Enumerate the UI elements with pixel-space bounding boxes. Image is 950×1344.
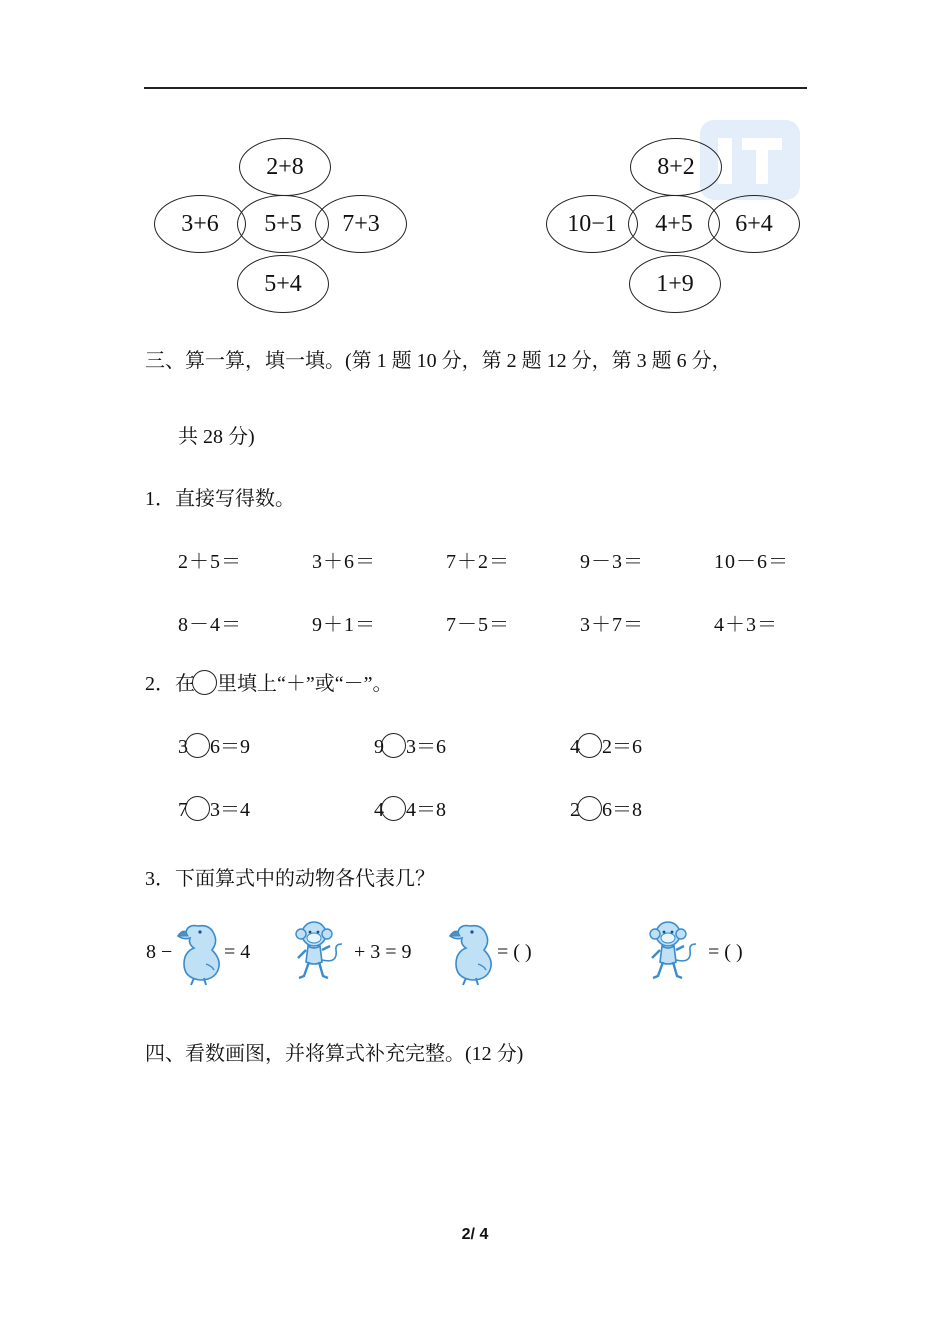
oval-left-bottom: 5+4 [237,255,329,313]
q2-item-2 [374,730,446,759]
answer-circle[interactable] [185,733,210,758]
q2-item-5 [374,793,446,822]
oval-left-center: 5+5 [237,195,329,253]
q1-r1-c4: 9－3＝ [580,551,644,573]
section3-heading-line2: 共 28 分) [178,426,255,448]
q3-eq1-prefix: 8 − [146,941,173,963]
q1-r2-c3: 7－5＝ [446,614,510,636]
q2-item-5-rest: 4＝8 [406,799,446,821]
oval-right-right: 6+4 [708,195,800,253]
q2-item-1 [178,730,250,759]
q3-eq3-suffix: = ( ) [497,941,532,963]
oval-left-left: 3+6 [154,195,246,253]
answer-circle[interactable] [381,796,406,821]
q2-item-2-a: 9 [374,736,384,758]
q1-r2-c4: 3＋7＝ [580,614,644,636]
answer-circle[interactable] [381,733,406,758]
q2-item-6-a: 2 [570,799,580,821]
q2-item-4-rest: 3＝4 [210,799,250,821]
q3-title: 3．下面算式中的动物各代表几？ [145,868,435,890]
q1-r2-c2: 9＋1＝ [312,614,376,636]
oval-right-top: 8+2 [630,138,722,196]
q1-r1-c3: 7＋2＝ [446,551,510,573]
q1-r1-c5: 10－6＝ [714,551,789,573]
q2-title-prefix: 2．在 [145,673,195,695]
q2-item-6 [570,793,642,822]
q2-item-2-rest: 3＝6 [406,736,446,758]
q2-item-1-rest: 6＝9 [210,736,250,758]
section4-heading: 四、看数画图，并将算式补充完整。(12 分) [145,1043,524,1065]
q2-item-3 [570,730,642,759]
duck-icon [448,920,498,986]
answer-circle[interactable] [577,796,602,821]
section3-heading-line1: 三、算一算，填一填。(第 1 题 10 分，第 2 题 12 分，第 3 题 6 分， [145,350,732,372]
q2-item-6-rest: 6＝8 [602,799,642,821]
q3-eq1-suffix: = 4 [224,941,251,963]
q3-eq4-suffix: = ( ) [708,941,743,963]
oval-right-center: 4+5 [628,195,720,253]
q1-r2-c5: 4＋3＝ [714,614,778,636]
oval-left-top: 2+8 [239,138,331,196]
q3-eq2-suffix: + 3 = 9 [354,941,412,963]
q2-item-5-a: 4 [374,799,384,821]
q2-item-3-rest: 2＝6 [602,736,642,758]
q2-title [145,667,393,696]
q2-title-suffix: 里填上“＋”或“－”。 [217,673,393,695]
q2-item-4 [178,793,250,822]
monkey-icon [292,918,352,988]
monkey-icon [646,918,706,988]
q1-r1-c2: 3＋6＝ [312,551,376,573]
answer-circle[interactable] [185,796,210,821]
duck-icon [176,920,226,986]
answer-circle[interactable] [577,733,602,758]
q1-title: 1．直接写得数。 [145,488,295,510]
oval-right-left: 10−1 [546,195,638,253]
q2-item-4-a: 7 [178,799,188,821]
q2-item-1-a: 3 [178,736,188,758]
header-rule [144,87,807,89]
q1-r2-c1: 8－4＝ [178,614,242,636]
q1-r1-c1: 2＋5＝ [178,551,242,573]
circle-icon [192,670,217,695]
page-number: 2/ 4 [461,1226,489,1243]
oval-left-right: 7+3 [315,195,407,253]
oval-right-bottom: 1+9 [629,255,721,313]
q2-item-3-a: 4 [570,736,580,758]
